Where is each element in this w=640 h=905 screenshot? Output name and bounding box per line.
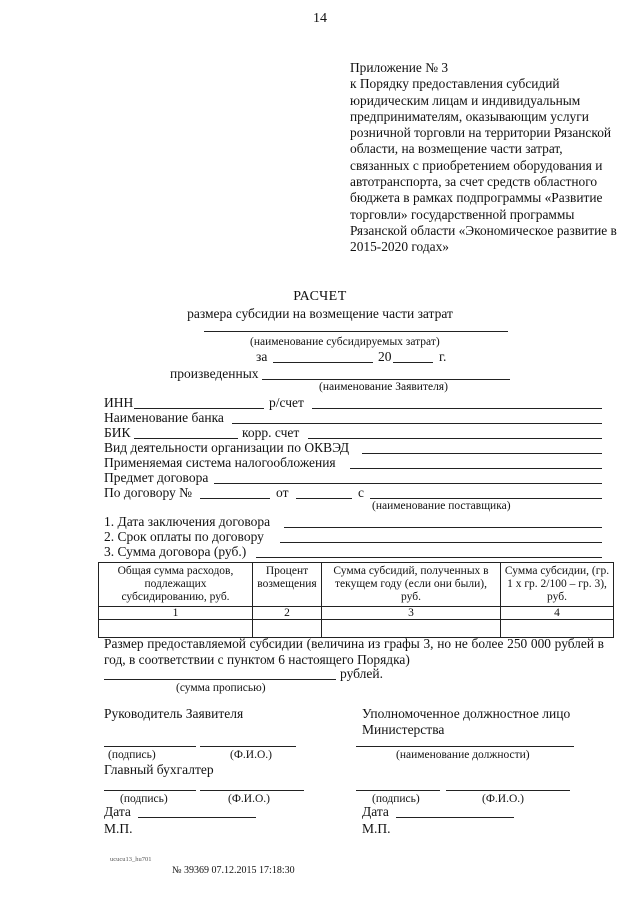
rubles-label: рублей. — [340, 666, 384, 681]
head-date-line[interactable] — [138, 817, 256, 818]
activity-label: Вид деятельности организации по ОКВЭД — [104, 440, 350, 455]
year-line[interactable] — [393, 362, 433, 363]
scan-stamp: ucucu13_hu701 — [110, 856, 152, 863]
head-date-label: Дата — [104, 804, 131, 819]
table-cell[interactable] — [322, 620, 501, 638]
table-cell[interactable] — [99, 620, 253, 638]
costs-line[interactable] — [204, 331, 508, 332]
corr-account-line[interactable] — [308, 438, 602, 439]
contract-subject-line[interactable] — [214, 483, 602, 484]
official-signature-line[interactable] — [356, 790, 440, 791]
table-cell[interactable] — [501, 620, 614, 638]
payment-term-item-line[interactable] — [280, 542, 602, 543]
header-total-expenses: Общая сумма расходов, подлежащих субсидированию, руб. — [99, 563, 253, 607]
column-number: 3 — [322, 607, 501, 620]
produced-line[interactable] — [262, 379, 510, 380]
header-reimbursement-percent: Процент возмещения — [253, 563, 322, 607]
year-prefix: 20 — [378, 349, 392, 364]
table-number-row — [99, 607, 614, 620]
head-fio-line[interactable] — [200, 746, 296, 747]
head-signature-caption: (подпись) — [108, 749, 156, 761]
contract-date-line[interactable] — [296, 498, 352, 499]
official-fio-caption: (Ф.И.О.) — [482, 793, 524, 805]
column-number: 4 — [501, 607, 614, 620]
bik-line[interactable] — [134, 438, 238, 439]
head-signature-line[interactable] — [104, 746, 196, 747]
column-number: 2 — [253, 607, 322, 620]
contract-no-label: По договору № — [104, 485, 193, 500]
account-line[interactable] — [312, 408, 602, 409]
header-subsidies-received: Сумма субсидий, полученных в текущем году (если они были), руб. — [322, 563, 501, 607]
accountant-signature-caption: (подпись) — [120, 793, 168, 805]
inn-label: ИНН — [104, 395, 134, 410]
header-subsidy-amount: Сумма субсидии, (гр. 1 х гр. 2/100 – гр. 3), руб. — [501, 563, 614, 607]
produced-label: произведенных — [170, 366, 259, 381]
table-row — [99, 620, 614, 638]
table-cell[interactable] — [253, 620, 322, 638]
payment-term-item: 2. Срок оплаты по договору — [104, 529, 264, 544]
document-title: РАСЧЕТ — [293, 289, 347, 304]
contract-with-label: с — [358, 485, 364, 500]
contract-from-label: от — [276, 485, 289, 500]
official-position-line[interactable] — [356, 746, 574, 747]
bik-label: БИК — [104, 425, 131, 440]
official-position-caption: (наименование должности) — [396, 749, 530, 761]
supplier-caption: (наименование поставщика) — [372, 500, 511, 512]
period-prefix: за — [256, 349, 268, 364]
contract-date-item-line[interactable] — [284, 527, 602, 528]
official-signature-caption: (подпись) — [372, 793, 420, 805]
appendix-block — [350, 60, 620, 256]
registration-number: № 39369 07.12.2015 17:18:30 — [172, 865, 295, 876]
bank-line[interactable] — [232, 423, 602, 424]
inn-line[interactable] — [134, 408, 264, 409]
bank-label: Наименование банка — [104, 410, 224, 425]
contract-no-line[interactable] — [200, 498, 270, 499]
appendix-heading: Приложение № 3 — [350, 60, 449, 75]
period-line[interactable] — [273, 362, 373, 363]
head-applicant-label: Руководитель Заявителя — [104, 706, 244, 721]
costs-caption: (наименование субсидируемых затрат) — [250, 336, 440, 348]
activity-line[interactable] — [362, 453, 602, 454]
contract-date-item: 1. Дата заключения договора — [104, 514, 271, 529]
page-number: 14 — [313, 11, 327, 26]
head-seal-label: М.П. — [104, 821, 133, 836]
accountant-fio-line[interactable] — [200, 790, 304, 791]
contract-sum-item-line[interactable] — [256, 557, 602, 558]
official-date-label: Дата — [362, 804, 389, 819]
official-label-line2: Министерства — [362, 722, 445, 737]
official-seal-label: М.П. — [362, 821, 391, 836]
subsidy-paragraph: Размер предоставляемой субсидии (величина из графы 3, но не более 250 000 рублей в год, в соответствии с пунктом 6 настоящего Порядка) — [104, 636, 604, 667]
tax-line[interactable] — [350, 468, 602, 469]
tax-label: Применяемая система налогообложения — [104, 455, 336, 470]
amount-words-caption: (сумма прописью) — [176, 682, 266, 694]
head-fio-caption: (Ф.И.О.) — [230, 749, 272, 761]
contract-sum-item: 3. Сумма договора (руб.) — [104, 544, 247, 559]
accountant-fio-caption: (Ф.И.О.) — [228, 793, 270, 805]
corr-account-label: корр. счет — [242, 425, 300, 440]
document-subtitle: размера субсидии на возмещение части затрат — [187, 306, 453, 321]
column-number: 1 — [99, 607, 253, 620]
amount-words-line[interactable] — [104, 679, 336, 680]
accountant-signature-line[interactable] — [104, 790, 196, 791]
year-suffix: г. — [439, 349, 447, 364]
supplier-line[interactable] — [370, 498, 602, 499]
official-date-line[interactable] — [396, 817, 514, 818]
applicant-caption: (наименование Заявителя) — [319, 381, 448, 393]
chief-accountant-label: Главный бухгалтер — [104, 762, 214, 777]
official-fio-line[interactable] — [446, 790, 570, 791]
official-label-line1: Уполномоченное должностное лицо — [362, 706, 571, 721]
account-label: р/счет — [269, 395, 304, 410]
contract-subject-label: Предмет договора — [104, 470, 209, 485]
calculation-table — [98, 562, 614, 638]
table-header-row — [99, 563, 614, 607]
appendix-text: к Порядку предоставления субсидий юридическим лицам и индивидуальным предпринимателям, оказывающим услуги розничной торговли на территории Рязанской области, на возмещение части затрат, связанных с приобретением оборудования и автотранспорта, за счет средств областного бюджета в рамках подпрограммы «Развитие торговли» государственной программы Рязанской области «Экономическое развитие в 2015-2020 годах» — [350, 76, 617, 255]
